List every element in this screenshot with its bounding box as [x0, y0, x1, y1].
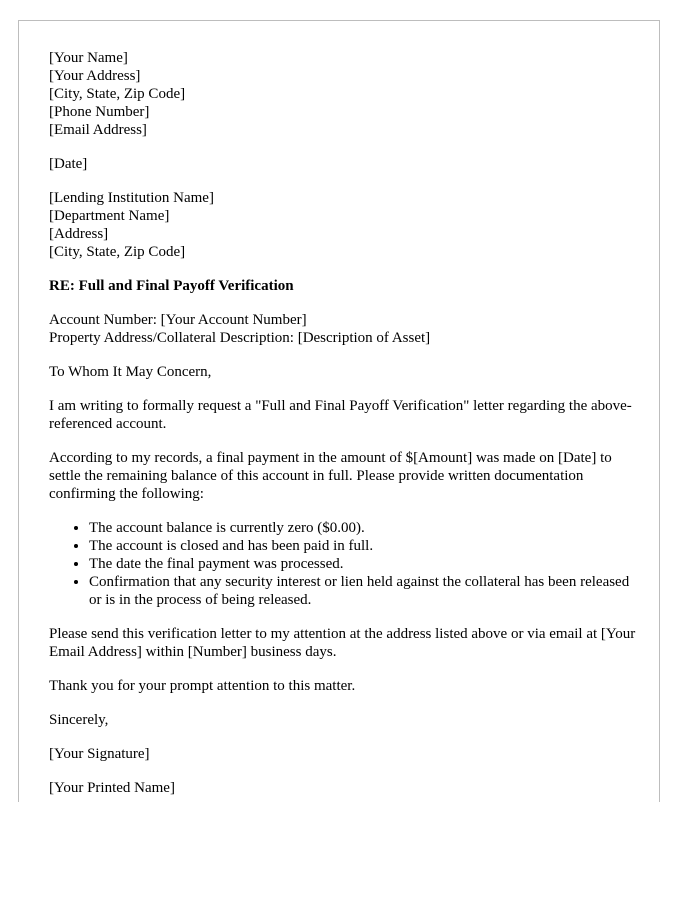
sender-address: [Your Address] — [49, 68, 141, 84]
sender-email: [Email Address] — [49, 122, 147, 138]
salutation: To Whom It May Concern, — [49, 364, 212, 380]
thanks-paragraph: Thank you for your prompt attention to this matter. — [49, 678, 356, 694]
letter-content — [49, 49, 641, 802]
records-paragraph: According to my records, a final payment in the amount of $[Amount] was made on [Date] to settle the remaining balance of this account in full. Please provide written documentation confirming the following: — [49, 450, 612, 502]
confirmation-list — [49, 519, 641, 609]
recipient-block — [49, 189, 641, 261]
recipient-institution: [Lending Institution Name] — [49, 190, 214, 206]
printed-name: [Your Printed Name] — [49, 780, 175, 796]
sender-block — [49, 49, 641, 139]
account-block — [49, 311, 641, 347]
send-paragraph: Please send this verification letter to my attention at the address listed above or via email at [Your Email Address] within [Number] business days. — [49, 626, 636, 660]
sign-off: Sincerely, — [49, 712, 109, 728]
signature-placeholder: [Your Signature] — [49, 746, 150, 762]
intro-paragraph: I am writing to formally request a "Full and Final Payoff Verification" letter regarding the above-referenced account. — [49, 398, 632, 432]
list-item: • The account balance is currently zero ($0.00). — [89, 519, 641, 537]
letter-date: [Date] — [49, 156, 88, 172]
list-item: • The account is closed and has been paid in full. — [89, 537, 641, 555]
recipient-city-state-zip: [City, State, Zip Code] — [49, 244, 186, 260]
list-item: • The date the final payment was processed. — [89, 555, 641, 573]
list-item: • Confirmation that any security interest or lien held against the collateral has been released or is in the process of being released. — [89, 573, 641, 609]
recipient-address: [Address] — [49, 226, 109, 242]
subject-line: RE: Full and Final Payoff Verification — [49, 278, 294, 294]
sender-name: [Your Name] — [49, 50, 128, 66]
recipient-department: [Department Name] — [49, 208, 170, 224]
account-number: Account Number: [Your Account Number] — [49, 312, 307, 328]
property-description: Property Address/Collateral Description: [Description of Asset] — [49, 330, 431, 346]
letter-page — [18, 20, 660, 802]
sender-city-state-zip: [City, State, Zip Code] — [49, 86, 186, 102]
sender-phone: [Phone Number] — [49, 104, 150, 120]
